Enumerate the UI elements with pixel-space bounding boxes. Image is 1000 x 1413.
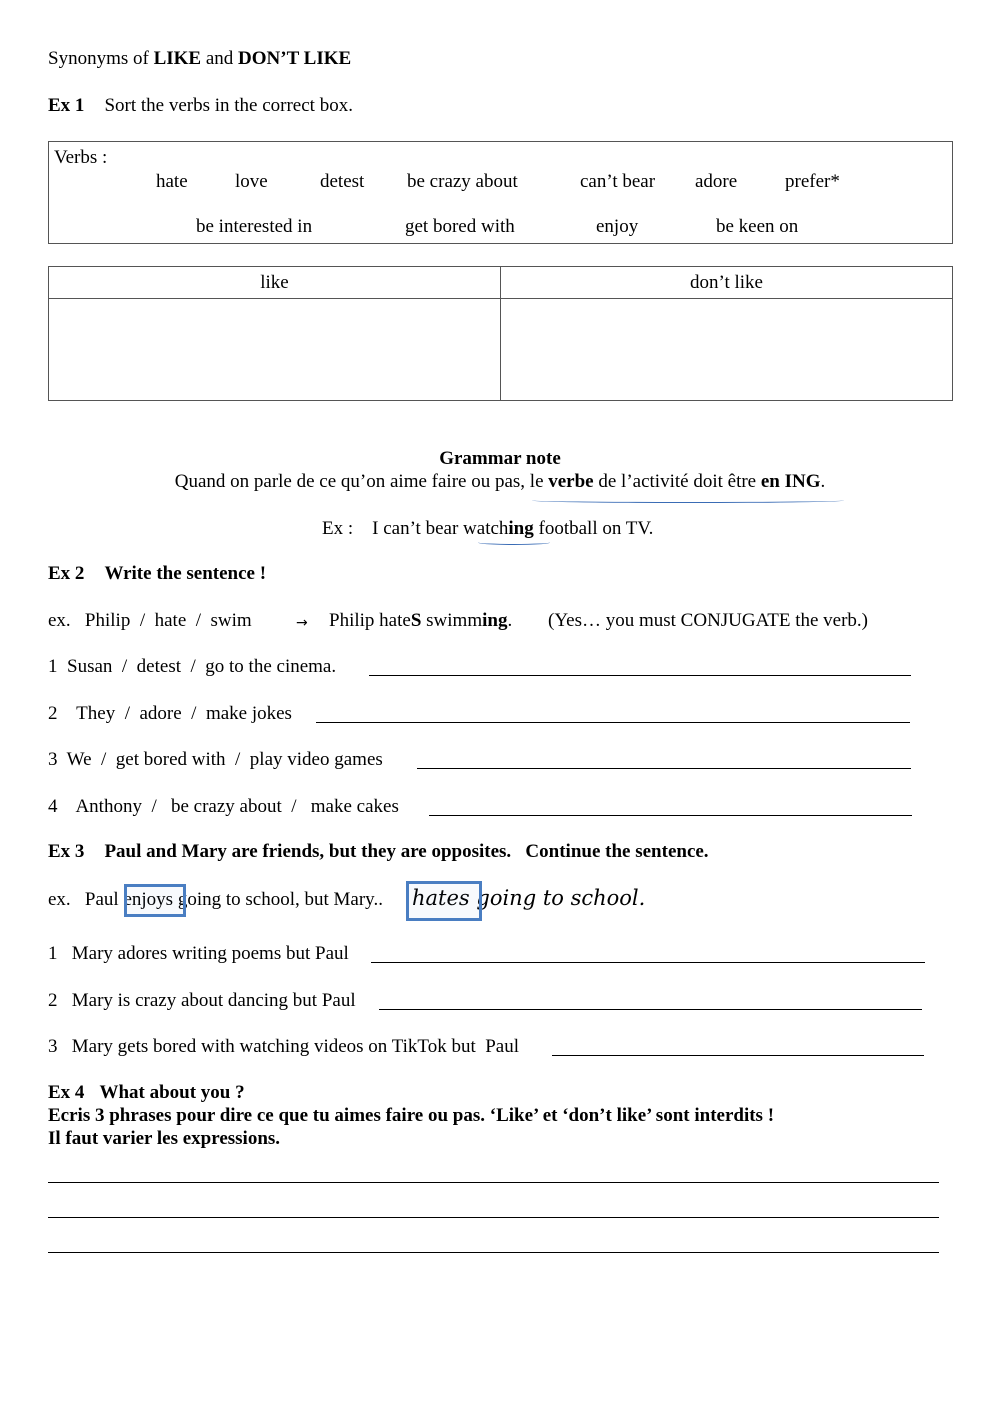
verb-item: be keen on [716,216,799,237]
ex3-item-3: 3 Mary gets bored with watching videos on TikTok but Paul [48,1036,520,1057]
ex3-answer-3[interactable] [552,1039,924,1056]
grammar-example: Ex : I can’t bear watching football on TV. [322,518,654,539]
ex2-answer-3[interactable] [417,752,911,769]
column-header-like: like [260,272,289,293]
page-title: Synonyms of LIKE and DON’T LIKE [48,48,352,69]
verb-item: enjoy [596,216,639,237]
grammar-note-rule: Quand on parle de ce qu’on aime faire ou pas, le verbe de l’activité doit être en ING. [174,471,826,492]
rule-underline [532,498,844,503]
column-header-dont-like: don’t like [689,272,763,293]
verb-item: love [235,171,268,192]
ex3-example: ex. Paul enjoys going to school, but Mary.. [48,889,383,910]
ex3-example-answer: hates going to school. [412,886,646,910]
verbs-label: Verbs : [54,147,108,168]
ex2-example-note: (Yes… you must CONJUGATE the verb.) [548,610,869,631]
ex2-answer-2[interactable] [316,706,910,723]
verb-item: be crazy about [407,171,518,192]
sort-table [48,266,953,401]
ex2-answer-1[interactable] [369,659,911,676]
ex2-item-3: 3 We / get bored with / play video games [48,749,383,770]
grammar-note-title: Grammar note [439,448,561,469]
ex2-answer-4[interactable] [429,799,912,816]
ex1-heading: Ex 1 Sort the verbs in the correct box. [48,95,353,116]
verb-item: prefer* [785,171,840,192]
ex2-item-2: 2 They / adore / make jokes [48,703,292,724]
ex2-example: ex. Philip / hate / swim [48,610,252,631]
arrow-icon: → [296,615,308,631]
like-drop-zone[interactable] [50,300,498,399]
ex3-item-1: 1 Mary adores writing poems but Paul [48,943,349,964]
verb-item: can’t bear [580,171,656,192]
verb-item: adore [695,171,738,192]
verb-item: detest [320,171,365,192]
ex2-heading: Ex 2 Write the sentence ! [48,563,267,584]
verb-item: hate [156,171,188,192]
ex3-heading: Ex 3 Paul and Mary are friends, but they are opposites. Continue the sentence. [48,841,709,862]
example-underline [478,540,550,545]
verb-item: get bored with [405,216,515,237]
ex4-instruction: Ecris 3 phrases pour dire ce que tu aimes faire ou pas. ‘Like’ et ‘don’t like’ sont interdits ! [48,1105,775,1126]
verbs-box [48,141,953,244]
ex4-answer-line-1[interactable] [48,1182,939,1183]
ex3-item-2: 2 Mary is crazy about dancing but Paul [48,990,356,1011]
ex2-item-1: 1 Susan / detest / go to the cinema. [48,656,337,677]
ex3-answer-1[interactable] [371,946,925,963]
verb-item: be interested in [196,216,313,237]
enjoys-highlight [124,884,186,917]
hates-answer-box[interactable] [406,881,482,921]
ex4-instruction-2: Il faut varier les expressions. [48,1128,281,1149]
ex2-example-answer: Philip hateS swimming. [329,610,513,631]
ex4-answer-line-3[interactable] [48,1252,939,1253]
ex4-heading: Ex 4 What about you ? [48,1082,245,1103]
ex2-item-4: 4 Anthony / be crazy about / make cakes [48,796,399,817]
dont-like-drop-zone[interactable] [502,300,950,399]
ex3-answer-2[interactable] [379,993,922,1010]
ex4-answer-line-2[interactable] [48,1217,939,1218]
